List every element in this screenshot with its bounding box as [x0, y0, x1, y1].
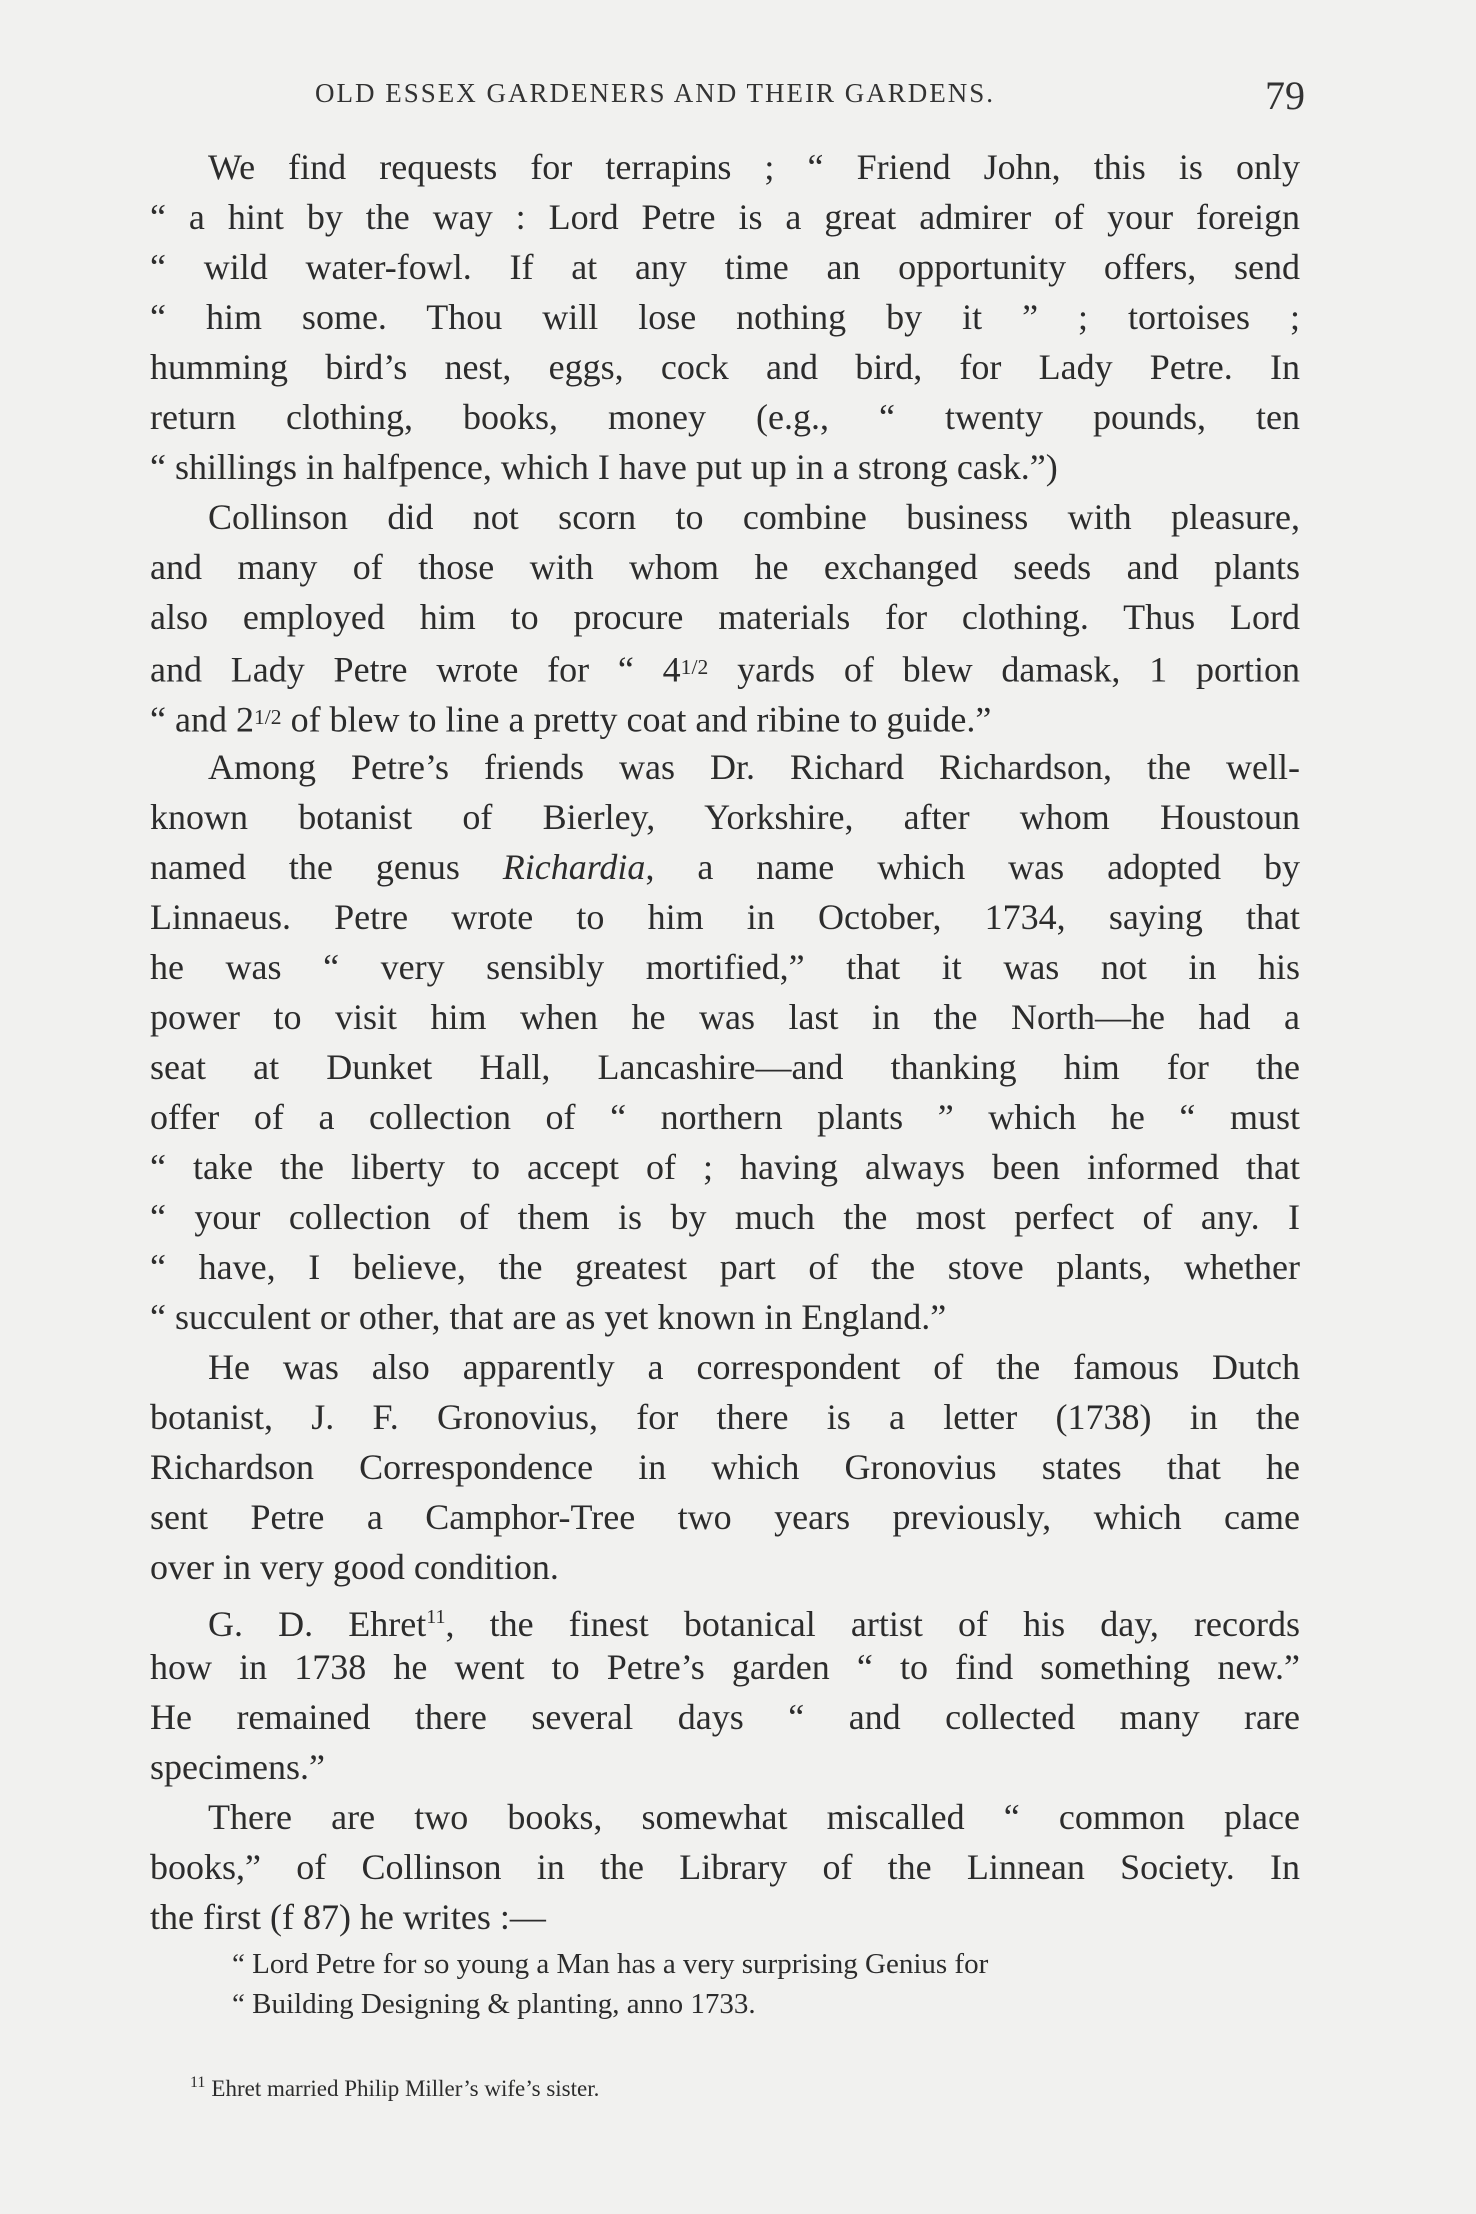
- body-text: [150, 142, 1300, 1942]
- text-line: [150, 1592, 1300, 1642]
- text-line: Richardson Correspondence in which Gronovius states that he: [150, 1447, 1300, 1487]
- footnote: [190, 2068, 599, 2104]
- block-quote: [232, 1944, 1297, 2024]
- quote-line: “ Lord Petre for so young a Man has a very surprising Genius for: [232, 1948, 989, 1980]
- text-line: There are two books, somewhat miscalled “ common place: [208, 1797, 1300, 1837]
- line-text: , the finest botanical artist of his day, records: [445, 1604, 1300, 1644]
- genus-name: Richardia: [502, 847, 646, 887]
- text-line: He was also apparently a correspondent of the famous Dutch: [208, 1347, 1300, 1387]
- paragraph-common-place-books: [150, 1792, 1300, 1942]
- line-text: of blew to line a pretty coat and ribine to guide.”: [281, 699, 992, 740]
- text-line: “ shillings in halfpence, which I have put up in a strong cask.”): [150, 447, 1058, 487]
- text-line: [150, 842, 1300, 892]
- running-title: OLD ESSEX GARDENERS AND THEIR GARDENS.: [315, 78, 996, 108]
- text-line: We find requests for terrapins ; “ Friend John, this is only: [208, 147, 1300, 187]
- text-line: he was “ very sensibly mortified,” that it was not in his: [150, 947, 1300, 987]
- text-line: Linnaeus. Petre wrote to him in October, 1734, saying that: [150, 897, 1300, 937]
- line-text: named the genus: [150, 847, 503, 887]
- paragraph-richardson: [150, 742, 1300, 1342]
- text-line: sent Petre a Camphor-Tree two years previously, which came: [150, 1497, 1300, 1537]
- text-line: specimens.”: [150, 1747, 325, 1787]
- fraction: 1/2: [680, 655, 709, 679]
- paragraph-terrapins: [150, 142, 1300, 492]
- paragraph-ehret: [150, 1592, 1300, 1792]
- text-line: seat at Dunket Hall, Lancashire—and thanking him for the: [150, 1047, 1300, 1087]
- line-text: yards of blew damask, 1 portion: [708, 649, 1300, 690]
- line-text: G. D. Ehret: [208, 1604, 427, 1644]
- line-text: , a name which was adopted by: [645, 847, 1300, 887]
- text-line: how in 1738 he went to Petre’s garden “ to find something new.”: [150, 1647, 1300, 1687]
- text-line: [150, 692, 1300, 742]
- text-line: known botanist of Bierley, Yorkshire, after whom Houstoun: [150, 797, 1300, 837]
- text-line: over in very good condition.: [150, 1547, 559, 1587]
- text-line: return clothing, books, money (e.g., “ twenty pounds, ten: [150, 397, 1300, 437]
- paragraph-gronovius: [150, 1342, 1300, 1592]
- text-line: Among Petre’s friends was Dr. Richard Richardson, the well-: [208, 747, 1300, 787]
- line-text: and Lady Petre wrote for “ 4: [150, 649, 681, 690]
- text-line: power to visit him when he was last in the North—he had a: [150, 997, 1300, 1037]
- page-number: 79: [1265, 73, 1305, 118]
- text-line: “ take the liberty to accept of ; having always been informed that: [150, 1147, 1300, 1187]
- text-line: [150, 642, 1300, 692]
- text-line: and many of those with whom he exchanged seeds and plants: [150, 547, 1300, 587]
- text-line: books,” of Collinson in the Library of the Linnean Society. In: [150, 1847, 1300, 1887]
- footnote-mark: 11: [190, 2074, 206, 2091]
- text-line: offer of a collection of “ northern plants ” which he “ must: [150, 1097, 1300, 1137]
- text-line: Collinson did not scorn to combine business with pleasure,: [208, 497, 1300, 537]
- text-line: botanist, J. F. Gronovius, for there is a letter (1738) in the: [150, 1397, 1300, 1437]
- fraction: 1/2: [253, 705, 282, 729]
- quote-line: “ Building Designing & planting, anno 1733.: [232, 1988, 756, 2020]
- text-line: “ a hint by the way : Lord Petre is a great admirer of your foreign: [150, 197, 1300, 237]
- paragraph-collinson: [150, 492, 1300, 742]
- text-line: “ your collection of them is by much the most perfect of any. I: [150, 1197, 1300, 1237]
- text-line: “ wild water-fowl. If at any time an opportunity offers, send: [150, 247, 1300, 287]
- text-line: the first (f 87) he writes :—: [150, 1897, 546, 1937]
- text-line: “ succulent or other, that are as yet known in England.”: [150, 1297, 947, 1337]
- text-line: also employed him to procure materials for clothing. Thus Lord: [150, 597, 1300, 637]
- text-line: “ have, I believe, the greatest part of the stove plants, whether: [150, 1247, 1300, 1287]
- text-line: “ him some. Thou will lose nothing by it ” ; tortoises ;: [150, 297, 1300, 337]
- text-line: humming bird’s nest, eggs, cock and bird, for Lady Petre. In: [150, 347, 1300, 387]
- running-head: [150, 72, 1315, 122]
- text-line: He remained there several days “ and collected many rare: [150, 1697, 1300, 1737]
- line-text: “ and 2: [150, 699, 254, 740]
- footnote-reference: 11: [426, 1606, 446, 1628]
- footnote-text: Ehret married Philip Miller’s wife’s sister.: [211, 2076, 600, 2101]
